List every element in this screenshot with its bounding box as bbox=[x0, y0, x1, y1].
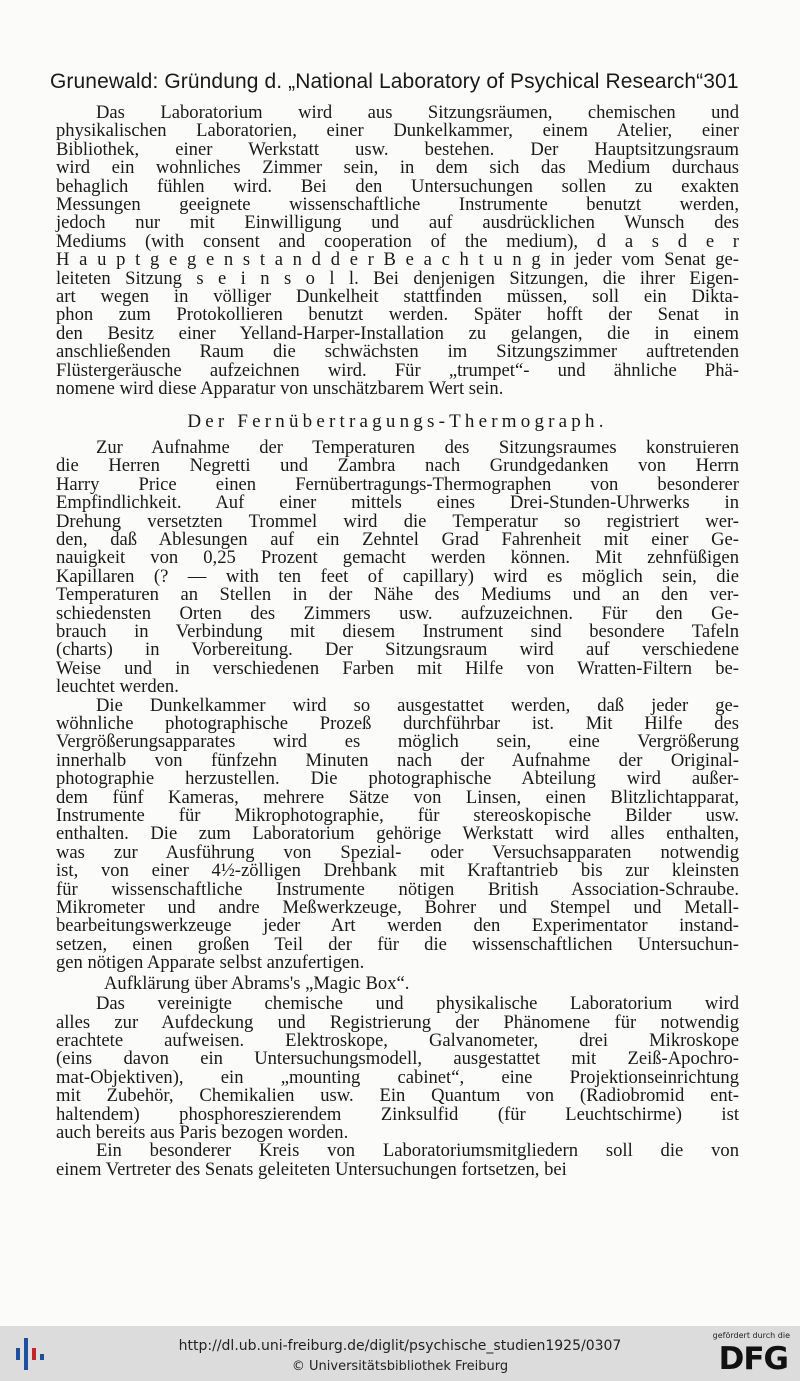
text-line: innerhalb von fünfzehn Minuten nach der Aufnahme der Original- bbox=[56, 749, 739, 771]
text-line: mit Zubehör, Chemikalien usw. Ein Quantum von (Radiobromid ent- bbox=[56, 1085, 739, 1107]
text-line: Messungen geeignete wissenschaftliche Instrumente benutzt werden, bbox=[56, 194, 739, 216]
paragraph-thermograph bbox=[56, 436, 739, 698]
text-line: bearbeitungswerkzeuge jeder Art werden den Experimentator instand- bbox=[56, 915, 739, 937]
text-line: mat-Objektiven), ein „mounting cabinet“, eine Projektionseinrichtung bbox=[56, 1066, 739, 1088]
text-line: Weise und in verschiedenen Farben mit Hilfe von Wratten-Filtern be- bbox=[56, 657, 739, 679]
text-line: Instrumente für Mikrophotographie, für stereoskopische Bilder usw. bbox=[56, 805, 739, 827]
body-text bbox=[56, 104, 739, 1179]
text-line: physikalischen Laboratorien, einer Dunkelkammer, einem Atelier, einer bbox=[56, 120, 739, 142]
text-line: nauigkeit von 0,25 Prozent gemacht werden können. Mit zehnfüßigen bbox=[56, 547, 739, 569]
section-title-thermograph: Der Fernübertragungs-Thermograph. bbox=[187, 410, 608, 432]
text-line: Mediums (with consent and cooperation of the medium), d a s d e r bbox=[56, 230, 739, 252]
text-line: den, daß Ablesungen auf ein Zehntel Grad Fahrenheit mit einer Ge- bbox=[56, 528, 739, 550]
text-line: enthalten. Die zum Laboratorium gehörige Werkstatt wird alles enthalten, bbox=[56, 823, 739, 845]
text-line: Zur Aufnahme der Temperaturen des Sitzungsraumes konstruieren bbox=[96, 436, 739, 458]
text-line: alles zur Aufdeckung und Registrierung der Phänomene für notwendig bbox=[56, 1011, 739, 1033]
text-line: was zur Ausführung von Spezial- oder Versuchsapparaten notwendig bbox=[56, 841, 739, 863]
text-line: phon zum Protokollieren benutzt werden. Später hofft der Senat in bbox=[56, 304, 739, 326]
page-number: 301 bbox=[703, 70, 739, 93]
text-line: H a u p t g e g e n s t a n d d e r B e a c h t u n g in jeder vom Senat ge- bbox=[56, 249, 739, 271]
text-line: gen nötigen Apparate selbst anzufertigen. bbox=[56, 952, 365, 974]
text-line: Das Laboratorium wird aus Sitzungsräumen, chemischen und bbox=[96, 102, 739, 123]
paragraph-kreis bbox=[56, 1142, 739, 1179]
text-line: dem fünf Kameras, mehrere Sätze von Linsen, einen Blitzlichtapparat, bbox=[56, 786, 739, 808]
text-line: die Herren Negretti und Zambra nach Grundgedanken von Herrn bbox=[56, 455, 739, 477]
dfg-tagline: gefördert durch die bbox=[712, 1331, 790, 1340]
running-header bbox=[50, 70, 739, 94]
dfg-logo: DFG bbox=[718, 1341, 788, 1377]
text-line: Vergrößerungsapparates wird es möglich sein, eine Vergrößerung bbox=[56, 731, 739, 753]
text-line: für wissenschaftliche Instrumente nötigen British Association-Schraube. bbox=[56, 878, 739, 900]
text-line: Drehung versetzten Trommel wird die Temperatur so registriert wer- bbox=[56, 510, 739, 532]
text-line: leiteten Sitzung s e i n s o l l. Bei denjenigen Sitzungen, die ihrer Eigen- bbox=[56, 267, 739, 289]
text-line: Ein besonderer Kreis von Laboratoriumsmitgliedern soll die von bbox=[96, 1140, 739, 1162]
text-line: Das vereinigte chemische und physikalische Laboratorium wird bbox=[96, 993, 739, 1015]
text-line: brauch in Verbindung mit diesem Instrument sind besondere Tafeln bbox=[56, 620, 739, 642]
text-line: art wegen in völliger Dunkelheit stattfinden müssen, soll ein Dikta- bbox=[56, 286, 739, 308]
paragraph-dunkelkammer bbox=[56, 694, 739, 974]
text-line: nomene wird diese Apparatur von unschätzbarem Wert sein. bbox=[56, 378, 504, 400]
text-line: photographie herzustellen. Die photographische Abteilung wird außer- bbox=[56, 768, 739, 790]
text-line: (eins davon ein Untersuchungsmodell, ausgestattet mit Zeiß-Apochro- bbox=[56, 1048, 739, 1070]
text-line: Empfindlichkeit. Auf einer mittels eines Drei-Stunden-Uhrwerks in bbox=[56, 492, 739, 514]
text-line: wird ein wohnliches Zimmer sein, in dem sich das Medium durchaus bbox=[56, 157, 739, 179]
text-line: Bibliothek, einer Werkstatt usw. bestehen. Der Hauptsitzungsraum bbox=[56, 138, 739, 160]
paragraph-laboratorium-chemisch bbox=[56, 995, 739, 1142]
text-line: Flüstergeräusche aufzeichnen wird. Für „trumpet“- und ähnliche Phä- bbox=[56, 359, 739, 381]
text-line: anschließenden Raum die schwächsten im Sitzungszimmer auftretenden bbox=[56, 341, 739, 363]
text-line: Kapillaren (? — with ten feet of capillary) wird es möglich sein, die bbox=[56, 565, 739, 587]
running-title: Grunewald: Gründung d. „National Laboratory of Psychical Research“ bbox=[50, 70, 704, 93]
text-line: den Besitz einer Yelland-Harper-Installation zu gelangen, die in einem bbox=[56, 322, 739, 344]
text-line: Die Dunkelkammer wird so ausgestattet werden, daß jeder ge- bbox=[96, 694, 739, 716]
text-line: leuchtet werden. bbox=[56, 676, 179, 698]
text-line: setzen, einen großen Teil der für die wissenschaftlichen Untersuchun- bbox=[56, 933, 739, 955]
text-line: (charts) in Vorbereitung. Der Sitzungsraum wird auf verschiedene bbox=[56, 639, 739, 661]
subheading-magic-box: Aufklärung über Abrams's „Magic Box“. bbox=[104, 972, 410, 994]
text-line: jedoch nur mit Einwilligung und auf ausdrücklichen Wunsch des bbox=[56, 212, 739, 234]
copyright-notice: © Universitätsbibliothek Freiburg bbox=[291, 1359, 509, 1374]
footer-bar bbox=[0, 1326, 800, 1381]
text-line: auch bereits aus Paris bezogen worden. bbox=[56, 1121, 349, 1143]
text-line: Harry Price einen Fernübertragungs-Thermographen von besonderer bbox=[56, 473, 739, 495]
text-line: haltendem) phosphoreszierendem Zinksulfid (für Leuchtschirme) ist bbox=[56, 1103, 739, 1125]
text-line: einem Vertreter des Senats geleiteten Untersuchungen fortsetzen, bei bbox=[56, 1158, 567, 1180]
paragraph-laboratorium bbox=[56, 104, 739, 399]
text-line: behaglich fühlen wird. Bei den Untersuchungen sollen zu exakten bbox=[56, 175, 739, 197]
text-line: erachtete aufweisen. Elektroskope, Galvanometer, drei Mikroskope bbox=[56, 1029, 739, 1051]
permalink-url[interactable]: http://dl.ub.uni-freiburg.de/diglit/psychische_studien1925/0307 bbox=[178, 1338, 622, 1354]
text-line: schiedensten Orten des Zimmers usw. aufzuzeichnen. Für den Ge- bbox=[56, 602, 739, 624]
text-line: wöhnliche photographische Prozeß durchführbar ist. Mit Hilfe des bbox=[56, 713, 739, 734]
text-line: ist, von einer 4½-zölligen Drehbank mit Kraftantrieb bis zur kleinsten bbox=[56, 860, 739, 882]
text-line: Mikrometer und andre Meßwerkzeuge, Bohrer und Stempel und Metall- bbox=[56, 897, 739, 919]
text-line: Temperaturen an Stellen in der Nähe des Mediums und an den ver- bbox=[56, 584, 739, 606]
